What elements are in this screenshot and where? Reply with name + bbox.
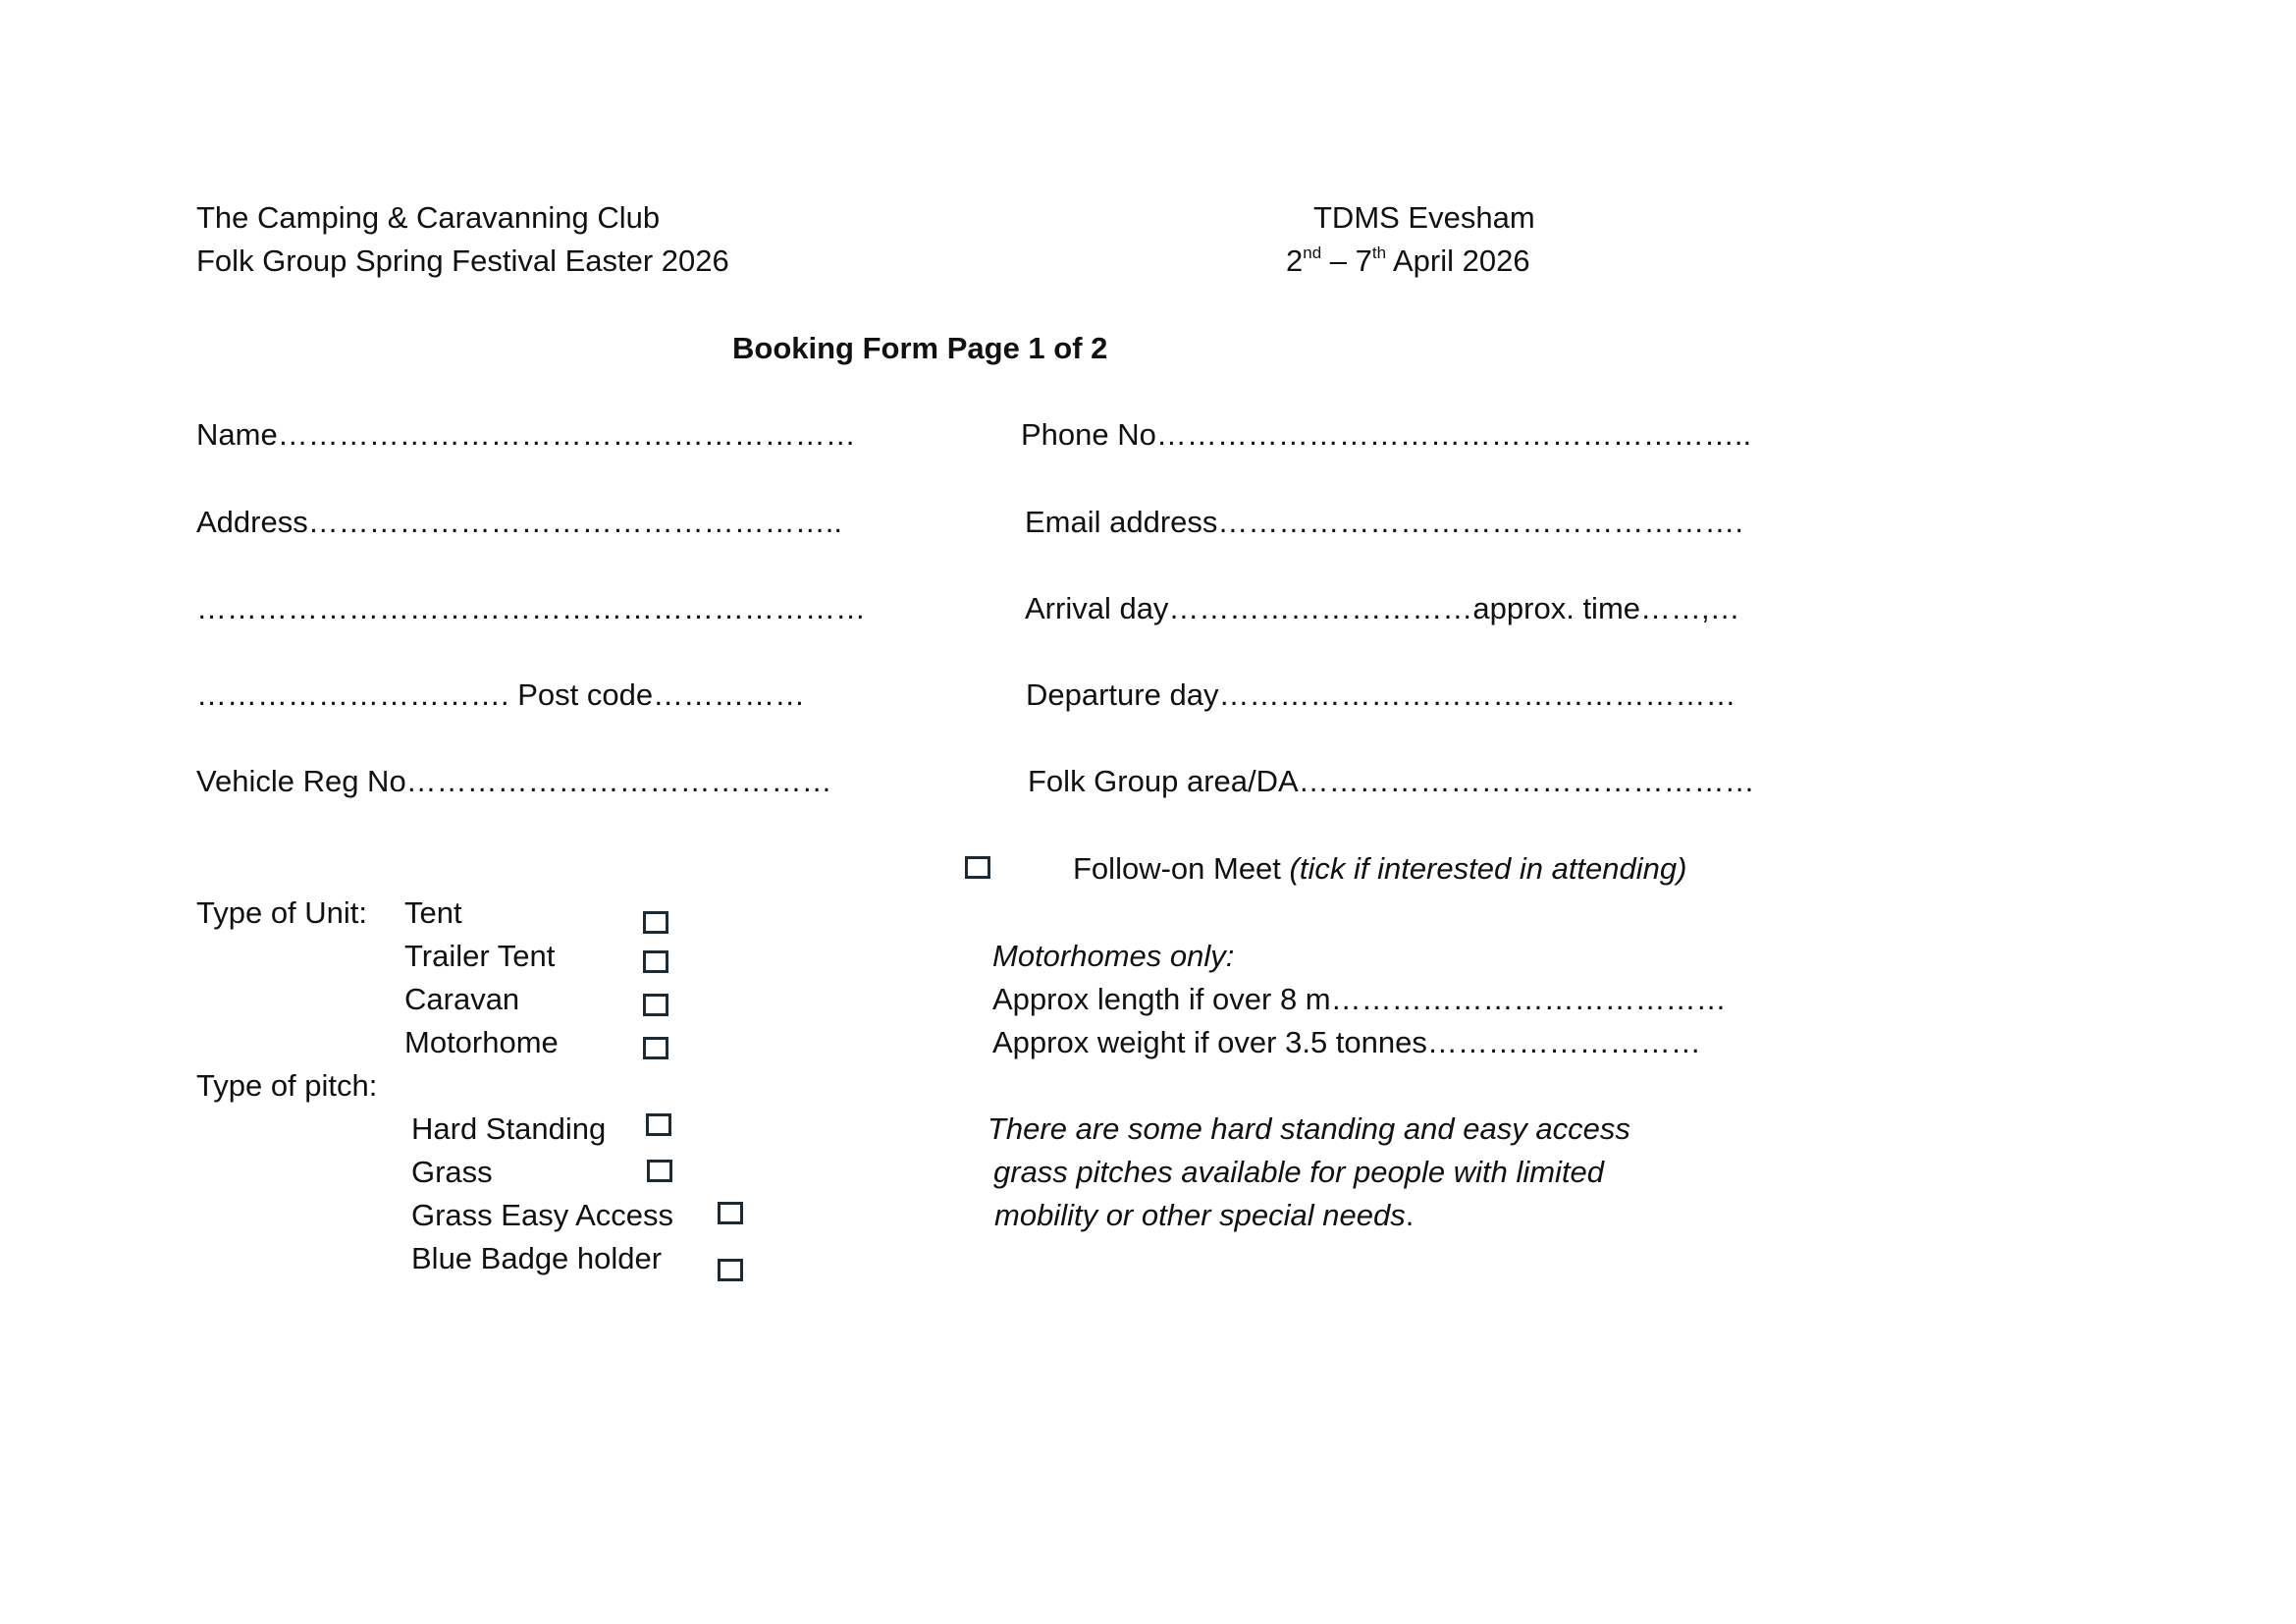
vehicle-reg-field[interactable]: Vehicle Reg No……………………………………	[196, 764, 832, 798]
motorhomes-heading: Motorhomes only:	[992, 939, 1235, 973]
event-dates: 2nd – 7th April 2026	[1286, 243, 1530, 278]
club-name: The Camping & Caravanning Club	[196, 200, 661, 235]
accessibility-note-line-1: There are some hard standing and easy access	[988, 1111, 1630, 1146]
event-title: Folk Group Spring Festival Easter 2026	[196, 244, 729, 278]
caravan-checkbox[interactable]	[643, 994, 668, 1016]
accessibility-note-line-2: grass pitches available for people with limited	[993, 1155, 1605, 1189]
unit-option-motorhome: Motorhome	[404, 1025, 559, 1059]
motorhome-length-field[interactable]: Approx length if over 8 m…………………………………	[992, 982, 1727, 1016]
follow-on-checkbox[interactable]	[965, 856, 990, 879]
hard-standing-checkbox[interactable]	[646, 1113, 671, 1136]
accessibility-note-line-3: mobility or other special needs.	[994, 1198, 1415, 1232]
tent-checkbox[interactable]	[643, 911, 668, 934]
unit-type-heading: Type of Unit:	[196, 895, 368, 930]
unit-option-tent: Tent	[404, 895, 462, 930]
pitch-type-heading: Type of pitch:	[196, 1068, 378, 1103]
pitch-option-grass: Grass	[411, 1155, 493, 1189]
grass-checkbox[interactable]	[647, 1160, 672, 1182]
postcode-field[interactable]: …………………………. Post code……………	[196, 677, 806, 712]
motorhome-checkbox[interactable]	[643, 1037, 668, 1059]
pitch-option-hard-standing: Hard Standing	[411, 1111, 607, 1146]
pitch-option-blue-badge: Blue Badge holder	[411, 1241, 663, 1275]
name-field[interactable]: Name…………………………………………………	[196, 417, 856, 452]
unit-option-trailer-tent: Trailer Tent	[404, 939, 556, 973]
blue-badge-checkbox[interactable]	[718, 1259, 743, 1281]
departure-field[interactable]: Departure day……………………………………………	[1026, 677, 1736, 712]
follow-on-label: Follow-on Meet (tick if interested in attending)	[1073, 851, 1687, 886]
arrival-field[interactable]: Arrival day…………………………approx. time……,…	[1025, 591, 1740, 625]
form-title: Booking Form Page 1 of 2	[732, 331, 1108, 365]
pitch-option-grass-easy-access: Grass Easy Access	[411, 1198, 674, 1232]
folk-group-area-field[interactable]: Folk Group area/DA………………………………………	[1028, 764, 1755, 798]
grass-easy-access-checkbox[interactable]	[718, 1202, 743, 1224]
phone-field[interactable]: Phone No…………………………………………………..	[1021, 417, 1752, 452]
motorhome-weight-field[interactable]: Approx weight if over 3.5 tonnes………………………	[992, 1025, 1701, 1059]
trailer-tent-checkbox[interactable]	[643, 950, 668, 973]
address-field[interactable]: Address……………………………………………..	[196, 505, 842, 539]
unit-option-caravan: Caravan	[404, 982, 520, 1016]
address-line-2-field[interactable]: …………………………………………………………	[196, 591, 866, 625]
venue-name: TDMS Evesham	[1313, 200, 1535, 235]
email-field[interactable]: Email address…………………………………………….	[1025, 505, 1744, 539]
